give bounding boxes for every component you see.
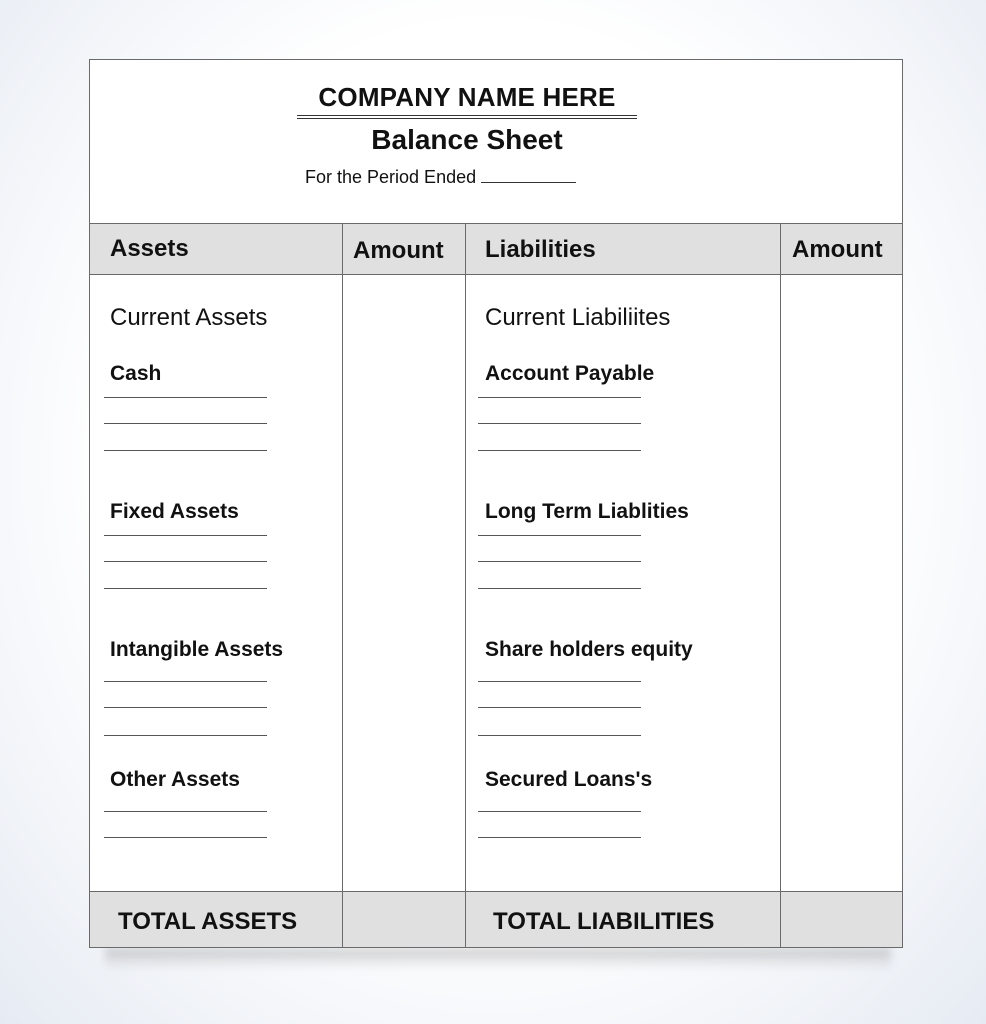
period-blank	[481, 168, 576, 183]
form-header	[90, 60, 902, 224]
entry-line[interactable]	[478, 397, 641, 398]
entry-line[interactable]	[104, 561, 267, 562]
amount-heading-left: Amount	[353, 237, 444, 264]
entry-line[interactable]	[104, 535, 267, 536]
asset-group-label: Fixed Assets	[110, 500, 239, 523]
period-ended	[305, 167, 576, 188]
entry-line[interactable]	[478, 561, 641, 562]
entry-line[interactable]	[104, 837, 267, 838]
entry-line[interactable]	[104, 681, 267, 682]
asset-group-label: Intangible Assets	[110, 638, 284, 661]
period-label: For the Period Ended	[305, 167, 477, 187]
liability-group-label: Account Payable	[485, 362, 655, 385]
entry-line[interactable]	[478, 681, 641, 682]
entry-line[interactable]	[478, 811, 641, 812]
column-divider	[780, 224, 781, 948]
entry-line[interactable]	[478, 588, 641, 589]
entry-line[interactable]	[478, 423, 641, 424]
liability-group-label: Long Term Liablities	[485, 500, 689, 523]
company-name: COMPANY NAME HERE	[297, 82, 637, 119]
entry-line[interactable]	[478, 707, 641, 708]
asset-group-label: Other Assets	[110, 768, 240, 791]
column-divider	[465, 224, 466, 948]
entry-line[interactable]	[478, 450, 641, 451]
liabilities-heading: Liabilities	[485, 236, 596, 263]
entry-line[interactable]	[104, 811, 267, 812]
sheet-title: Balance Sheet	[371, 124, 563, 155]
current-assets-subheading: Current Assets	[110, 304, 268, 331]
entry-line[interactable]	[104, 423, 267, 424]
asset-group-label: Cash	[110, 362, 162, 385]
entry-line[interactable]	[478, 735, 641, 736]
current-liabilities-subheading: Current Liabiliites	[485, 304, 671, 331]
entry-line[interactable]	[104, 397, 267, 398]
entry-line[interactable]	[104, 735, 267, 736]
entry-line[interactable]	[104, 588, 267, 589]
total-liabilities-label: TOTAL LIABILITIES	[493, 908, 715, 935]
entry-line[interactable]	[478, 535, 641, 536]
liability-group-label: Share holders equity	[485, 638, 693, 661]
total-assets-label: TOTAL ASSETS	[118, 908, 298, 935]
column-divider	[342, 224, 343, 948]
balance-sheet-form	[89, 59, 903, 948]
entry-line[interactable]	[104, 450, 267, 451]
entry-line[interactable]	[478, 837, 641, 838]
liability-group-label: Secured Loans's	[485, 768, 653, 791]
paper-shadow	[105, 948, 891, 970]
assets-heading: Assets	[110, 235, 189, 262]
entry-line[interactable]	[104, 707, 267, 708]
amount-heading-right: Amount	[792, 236, 883, 263]
